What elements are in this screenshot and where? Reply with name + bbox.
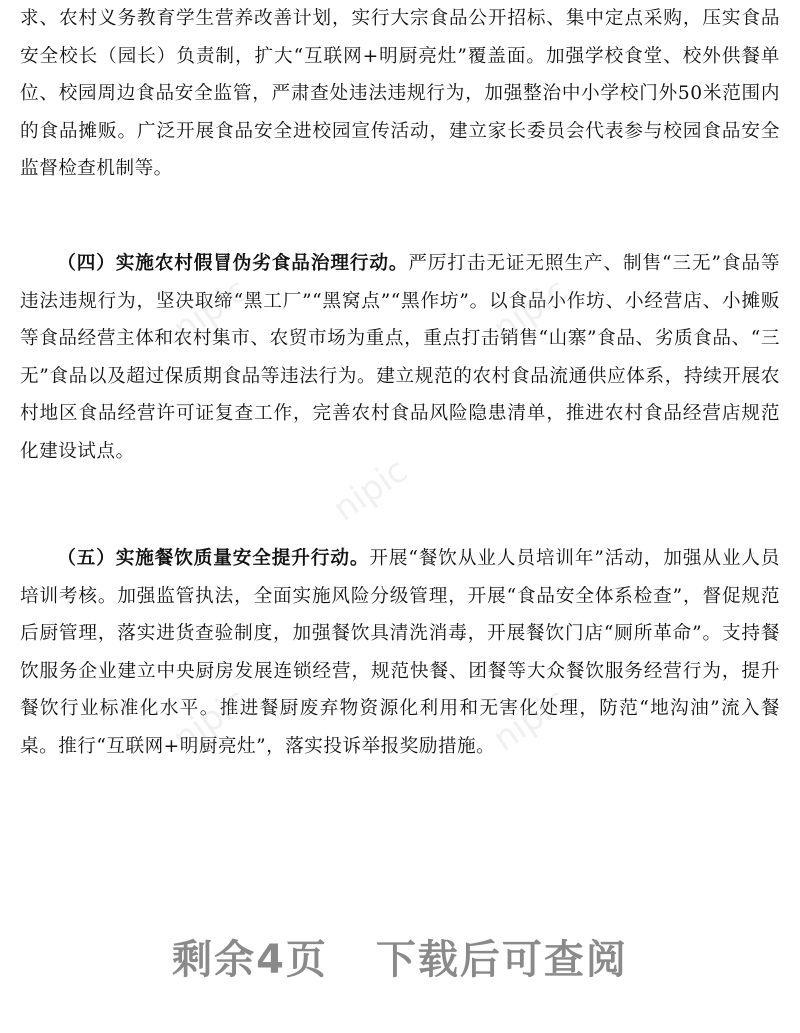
section-5-paragraph <box>20 540 780 765</box>
watermark-logo: nipic <box>325 450 415 530</box>
section-4-heading: （四）实施农村假冒伪劣食品治理行动。 <box>57 253 409 274</box>
watermark-logo: nipic <box>165 270 255 350</box>
watermark-logo: nipic <box>485 270 575 350</box>
download-to-view-label: 下载后可查阅 <box>375 937 628 983</box>
section-5-body: 开展“餐饮从业人员培训年”活动，加强从业人员培训考核。加强监管执法，全面实施风险分级管理，开展“食品安全体系检查”，督促规范后厨管理，落实进货查验制度，加强餐饮具清洗消毒，开展餐饮门店“厕所革命”。支持餐饮服务企业建立中央厨房发展连锁经营，规范快餐、团餐等大众餐饮服务经营行为，提升餐饮行业标准化水平。推进餐厨废弃物资源化利用和无害化处理，防范“地沟油”流入餐桌。推行“互联网+明厨亮灶”，落实投诉举报奖励措施。 <box>20 548 780 757</box>
section-5-heading: （五）实施餐饮质量安全提升行动。 <box>57 548 370 569</box>
watermark-logo: nipic <box>485 680 575 760</box>
continued-paragraph: 求、农村义务教育学生营养改善计划，实行大宗食品公开招标、集中定点采购，压实食品安全校长（园长）负责制，扩大“互联网+明厨亮灶”覆盖面。加强学校食堂、校外供餐单位、校园周边食品安全监管，严肃查处违法违规行为，加强整治中小学校门外50米范围内的食品摊贩。广泛开展食品安全进校园宣传活动，建立家长委员会代表参与校园食品安全监督检查机制等。 <box>20 8 780 179</box>
remaining-pages-label: 剩余4页 <box>172 937 328 983</box>
section-4-body: 严厉打击无证无照生产、制售“三无”食品等违法违规行为，坚决取缔“黑工厂”“黑窝点”“黑作坊”。以食品小作坊、小经营店、小摊贩等食品经营主体和农村集市、农贸市场为重点，重点打击销售“山寨”食品、劣质食品、“三无”食品以及超过保质期食品等违法行为。建立规范的农村食品流通供应体系，持续开展农村地区食品经营许可证复查工作，完善农村食品风险隐患清单，推进农村食品经营店规范化建设试点。 <box>20 253 780 462</box>
download-prompt-banner[interactable] <box>0 928 800 985</box>
watermark-logo: nipic <box>165 680 255 760</box>
section-4-paragraph <box>20 245 780 470</box>
